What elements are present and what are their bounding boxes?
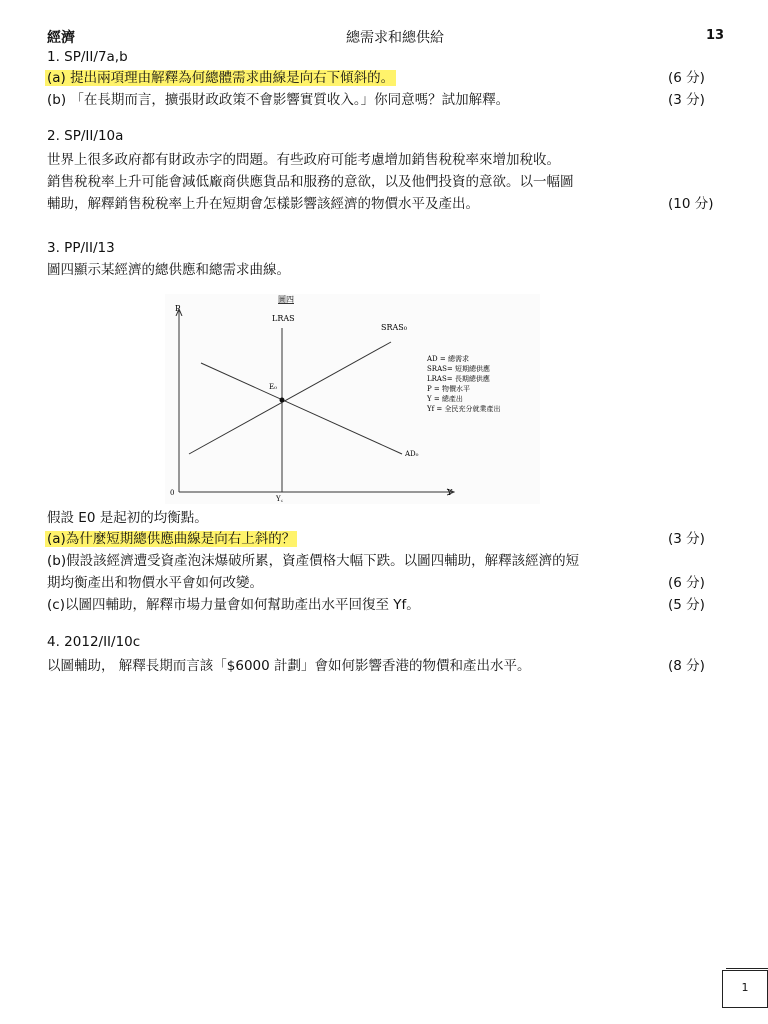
q1b-marks: (3 分)	[668, 92, 705, 108]
q4-text: 以圖輔助， 解釋長期而言該「$6000 計劃」會如何影響香港的物價和產出水平。	[47, 658, 531, 674]
x-axis-label: Y	[447, 488, 453, 497]
page-number: 1	[722, 970, 768, 1008]
subject-title: 經濟	[47, 30, 75, 46]
q3a-text	[45, 530, 297, 548]
equilibrium-point	[280, 398, 285, 403]
q4-code: 4. 2012/II/10c	[47, 634, 141, 650]
q2-marks: (10 分)	[668, 196, 714, 212]
q3a-highlight: (a)為什麼短期總供應曲線是向右上斜的？	[47, 531, 296, 547]
legend-y: Y = 總產出	[427, 395, 463, 403]
legend-lras: LRAS= 長期總供應	[427, 375, 490, 383]
equilibrium-label: E₀	[269, 383, 277, 391]
q2-line1: 世界上很多政府都有財政赤字的問題。有些政府可能考慮增加銷售稅稅率來增加稅收。	[47, 152, 560, 168]
q2-line2: 銷售稅稅率上升可能會減低廠商供應貨品和服務的意欲，以及他們投資的意欲。以一幅圖	[47, 174, 574, 190]
sras-label: SRAS₀	[381, 323, 407, 332]
q1a-highlight: (a) 提出兩項理由解釋為何總體需求曲線是向右下傾斜的。	[47, 70, 395, 86]
q3c-text: (c)以圖四輔助，解釋市場力量會如何幫助產出水平回復至 Yf。	[47, 597, 420, 613]
q3b-line2: 期均衡產出和物價水平會如何改變。	[47, 575, 263, 591]
q3-code: 3. PP/II/13	[47, 240, 115, 256]
figure-4	[165, 294, 540, 504]
q3b-line1: (b)假設該經濟遭受資產泡沫爆破所累，資產價格大幅下跌。以圖四輔助，解釋該經濟的短	[47, 553, 580, 569]
q3a-marks: (3 分)	[668, 531, 705, 547]
q3b-marks: (6 分)	[668, 575, 705, 591]
legend-sras: SRAS= 短期總供應	[427, 365, 491, 373]
q2-code: 2. SP/II/10a	[47, 128, 124, 144]
q4-marks: (8 分)	[668, 658, 705, 674]
q1a-text	[45, 69, 396, 87]
q1b-text: (b) 「在長期而言，擴張財政政策不會影響實質收入。」你同意嗎？試加解釋。	[47, 92, 510, 108]
ad-curve	[201, 363, 402, 454]
figure-title: 圖四	[278, 295, 294, 304]
q2-line3: 輔助，解釋銷售稅稅率上升在短期會怎樣影響該經濟的物價水平及產出。	[47, 196, 479, 212]
yf-label: Y꜀	[276, 495, 284, 503]
q3-assumption: 假設 E0 是起初的均衡點。	[47, 510, 208, 526]
legend-ad: AD = 總需求	[427, 355, 469, 363]
legend-yf: Yf = 全民充分就業產出	[427, 405, 501, 413]
q1a-marks: (6 分)	[668, 70, 705, 86]
figure-legend	[426, 354, 501, 413]
ad-label: AD₀	[405, 450, 419, 458]
topic-title: 總需求和總供給	[346, 30, 444, 46]
q3-intro: 圖四顯示某經濟的總供應和總需求曲線。	[47, 262, 290, 278]
sras-curve	[189, 342, 391, 454]
legend-p: P = 物價水平	[427, 385, 471, 393]
origin-label: 0	[170, 489, 175, 497]
ad-as-diagram	[165, 294, 540, 504]
q1-code: 1. SP/II/7a,b	[47, 49, 128, 65]
lras-label: LRAS	[272, 314, 295, 323]
topic-number: 13	[706, 28, 725, 43]
q3c-marks: (5 分)	[668, 597, 705, 613]
y-axis-label: P	[175, 304, 181, 313]
